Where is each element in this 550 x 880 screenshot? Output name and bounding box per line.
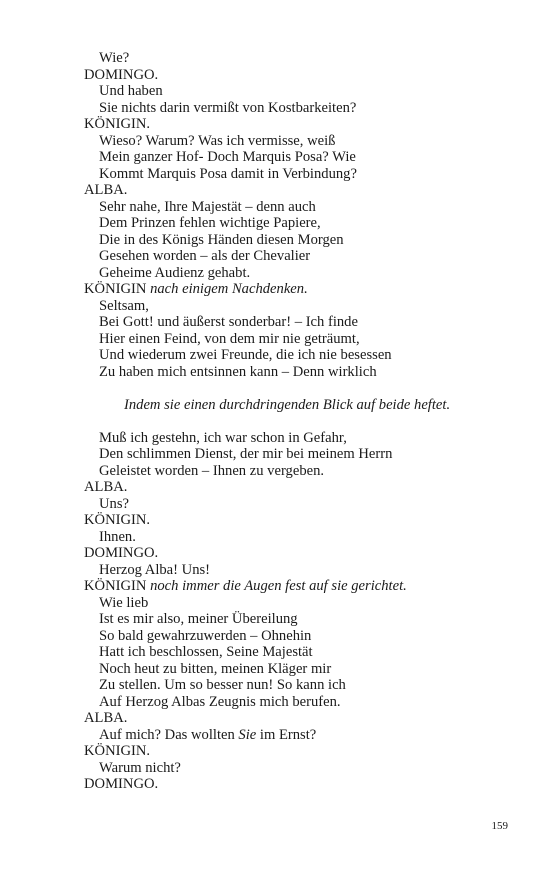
line-text: Sehr nahe, Ihre Majestät – denn auch: [99, 198, 316, 215]
speaker-with-direction: [84, 578, 524, 595]
line-text: Herzog Alba! Uns!: [99, 561, 211, 578]
line-text: Und haben: [99, 83, 163, 99]
verse-line: [84, 50, 524, 67]
line-text: Hatt ich beschlossen, Seine Majestät: [99, 644, 313, 660]
line-text: Geleistet worden – Ihnen zu vergeben.: [99, 462, 325, 479]
inline-stage-direction: nach einigem Nachdenken.: [150, 281, 308, 297]
line-text: Geheime Audienz gehabt.: [99, 264, 251, 281]
verse-line: [84, 446, 524, 463]
line-text: Mein ganzer Hof- Doch Marquis Posa? Wie: [99, 149, 356, 165]
speaker-name: [84, 743, 524, 760]
line-text: Bei Gott! und äußerst sonderbar! – Ich finde: [99, 314, 358, 330]
page-number: 159: [491, 820, 508, 832]
emphasized-word: Sie: [238, 726, 257, 743]
line-text: ALBA.: [84, 182, 128, 198]
line-text: ALBA.: [84, 479, 128, 495]
line-text: Indem sie einen durchdringenden Blick auf beide heftet.: [124, 396, 451, 413]
line-text: Ist es mir also, meiner Übereilung: [99, 611, 298, 627]
verse-line: [84, 100, 524, 117]
line-text: Dem Prinzen fehlen wichtige Papiere,: [99, 215, 321, 231]
verse-line: [84, 298, 524, 315]
line-text: Warum nicht?: [99, 759, 181, 776]
speaker-name: [84, 545, 524, 562]
line-text: Seltsam,: [99, 297, 149, 314]
verse-line: [84, 496, 524, 513]
verse-line: [84, 215, 524, 232]
verse-line: [84, 248, 524, 265]
verse-line: [84, 595, 524, 612]
speaker-name: KÖNIGIN: [84, 578, 151, 594]
verse-line: [84, 661, 524, 678]
line-text: KÖNIGIN.: [84, 116, 151, 132]
play-text: [84, 50, 524, 793]
speaker-name: [84, 67, 524, 84]
speaker-name: [84, 710, 524, 727]
speaker-name: [84, 776, 524, 793]
speaker-name: KÖNIGIN: [84, 281, 151, 297]
speaker-with-direction: [84, 281, 524, 298]
verse-line: [84, 611, 524, 628]
verse-line: [84, 331, 524, 348]
verse-line: [84, 628, 524, 645]
verse-line: [84, 232, 524, 249]
line-text-tail: im Ernst?: [256, 726, 317, 743]
line-text: Die in des Königs Händen diesen Morgen: [99, 231, 344, 248]
line-text: Muß ich gestehn, ich war schon in Gefahr,: [99, 429, 347, 446]
speaker-name: [84, 116, 524, 133]
verse-line: [84, 760, 524, 777]
verse-line: [84, 133, 524, 150]
verse-line: [84, 347, 524, 364]
line-text: Noch heut zu bitten, meinen Kläger mir: [99, 660, 332, 677]
verse-line: [84, 463, 524, 480]
line-text: Sie nichts darin vermißt von Kostbarkeiten?: [99, 99, 357, 116]
blank-line: [84, 413, 524, 430]
line-text: Und wiederum zwei Freunde, die ich nie besessen: [99, 347, 392, 363]
verse-line: [84, 83, 524, 100]
line-text: Wieso? Warum? Was ich vermisse, weiß: [99, 132, 336, 149]
line-text: Zu haben mich entsinnen kann – Denn wirklich: [99, 363, 377, 380]
line-text: Den schlimmen Dienst, der mir bei meinem Herrn: [99, 446, 393, 462]
line-text: Kommt Marquis Posa damit in Verbindung?: [99, 165, 357, 182]
verse-line: [84, 644, 524, 661]
verse-line: [84, 199, 524, 216]
line-text: Auf mich? Das wollten: [99, 726, 239, 743]
verse-line: [84, 677, 524, 694]
line-text: Ihnen.: [99, 528, 136, 545]
blank-line: [84, 380, 524, 397]
speaker-name: [84, 182, 524, 199]
line-text: Uns?: [99, 495, 129, 512]
verse-line: [84, 529, 524, 546]
line-text: Zu stellen. Um so besser nun! So kann ich: [99, 677, 346, 693]
line-text: DOMINGO.: [84, 776, 159, 792]
line-text: ALBA.: [84, 710, 128, 726]
verse-line: [84, 265, 524, 282]
verse-line: [84, 364, 524, 381]
verse-line: [84, 314, 524, 331]
line-text: Gesehen worden – als der Chevalier: [99, 248, 311, 264]
verse-line: [84, 166, 524, 183]
line-text: DOMINGO.: [84, 66, 159, 83]
stage-direction: [84, 397, 524, 414]
inline-stage-direction: noch immer die Augen fest auf sie gerichtet.: [150, 578, 407, 594]
line-text: Wie?: [99, 50, 130, 66]
speaker-name: [84, 479, 524, 496]
verse-line: [84, 149, 524, 166]
verse-line: [84, 562, 524, 579]
line-text: KÖNIGIN.: [84, 743, 151, 759]
speaker-name: [84, 512, 524, 529]
line-text: Wie lieb: [99, 594, 149, 611]
line-text: Hier einen Feind, von dem mir nie geträumt,: [99, 330, 360, 347]
verse-line: [84, 694, 524, 711]
verse-line: [84, 727, 524, 744]
verse-line: [84, 430, 524, 447]
line-text: DOMINGO.: [84, 545, 159, 561]
line-text: Auf Herzog Albas Zeugnis mich berufen.: [99, 693, 341, 710]
line-text: KÖNIGIN.: [84, 512, 151, 528]
line-text: So bald gewahrzuwerden – Ohnehin: [99, 627, 312, 644]
